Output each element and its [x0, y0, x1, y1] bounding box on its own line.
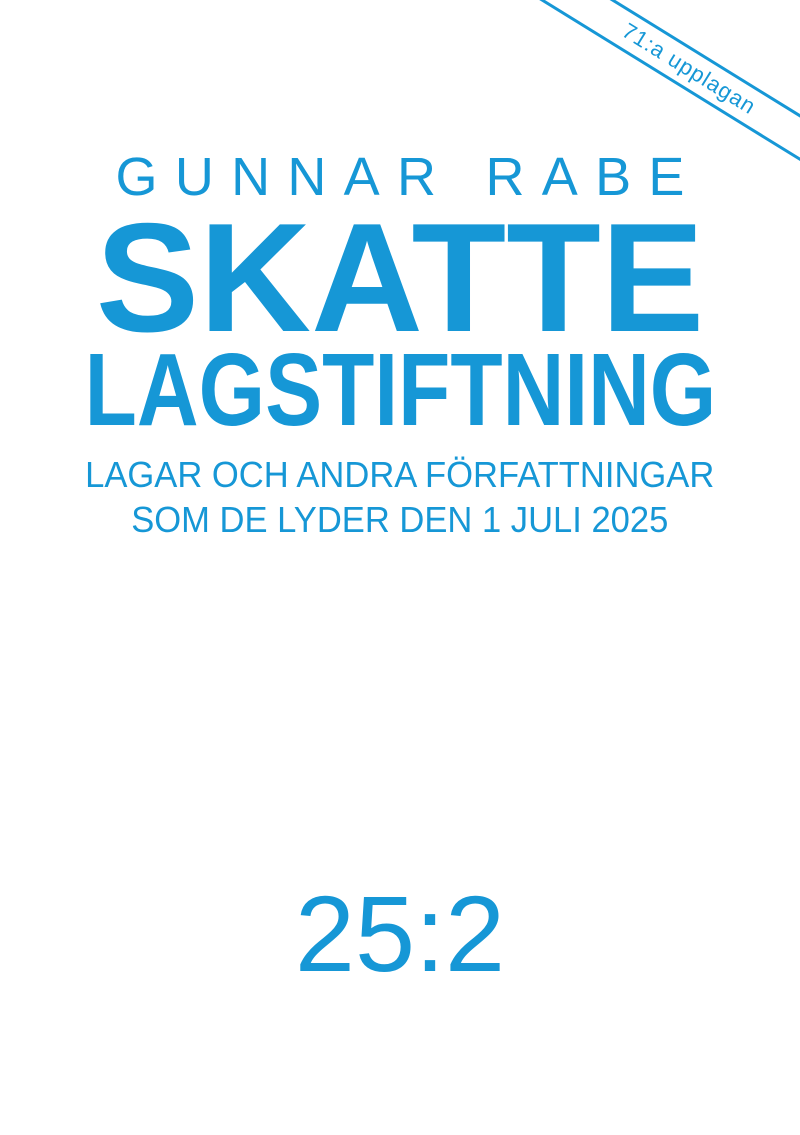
subtitle-line-1: LAGAR OCH ANDRA FÖRFATTNINGAR [85, 454, 715, 495]
title-line-1: SKATTE [95, 191, 705, 364]
title-line-2-text: LAGSTIFTNING [84, 332, 716, 447]
author-name: GUNNAR RABE [115, 147, 702, 207]
subtitle-line-2: SOM DE LYDER DEN 1 JULI 2025 [131, 499, 669, 540]
subtitle [0, 452, 800, 542]
volume-number: 25:2 [294, 873, 506, 994]
title-line-2 [0, 332, 800, 447]
edition-banner-label: 71:a upplagan [617, 17, 761, 120]
